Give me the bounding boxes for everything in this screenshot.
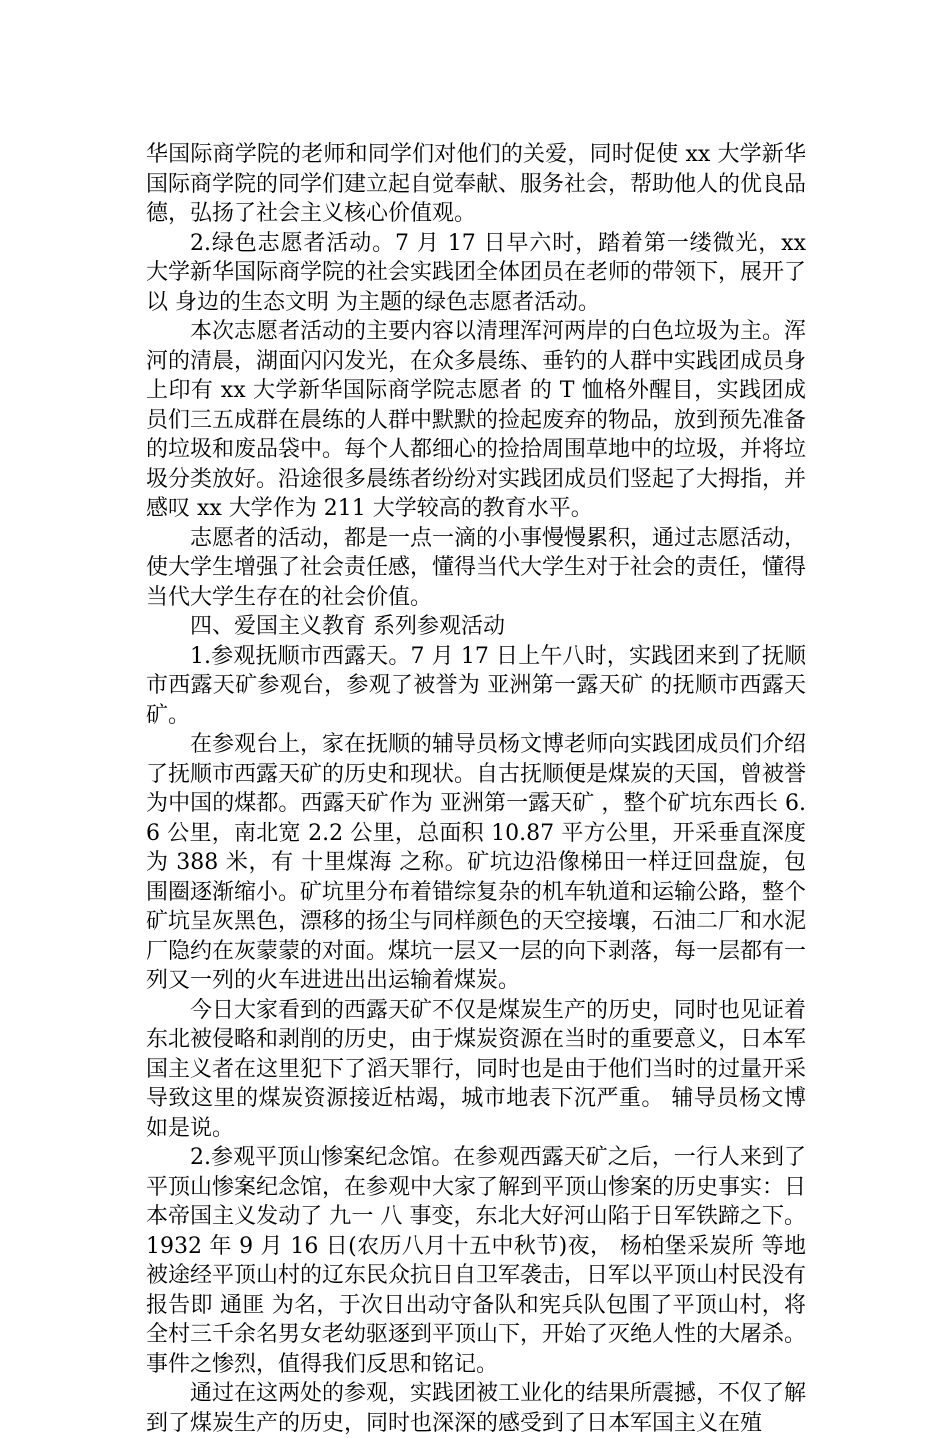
document-body xyxy=(146,140,806,1438)
paragraph-2: 2.绿色志愿者活动。7 月 17 日早六时，踏着第一缕微光，xx 大学新华国际商学院的社会实践团全体团员在老师的带领下，展开了以 身边的生态文明 为主题的绿色志愿者活动。 xyxy=(146,230,807,315)
paragraph-1: 华国际商学院的老师和同学们对他们的关爱，同时促使 xx 大学新华国际商学院的同学们建立起自觉奉献、服务社会，帮助他人的优良品德，弘扬了社会主义核心价值观。 xyxy=(146,142,807,226)
paragraph-9: 2.参观平顶山惨案纪念馆。在参观西露天矿之后，一行人来到了平顶山惨案纪念馆，在参观中大家了解到平顶山惨案的历史事实：日本帝国主义发动了 九一 八 事变，东北大好河山陷于日军铁蹄之下。1932 年 9 月 16 日(农历八月十五中秋节)夜， 杨柏堡采炭所 等地被途经平顶山村的辽东民众抗日自卫军袭击，日军以平顶山村民没有报告即 通匪 为名，于次日出动守备队和宪兵队包围了平顶山村，将全村三千余名男女老幼驱逐到平顶山下，开始了灭绝人性的大屠杀。事件之惨烈，值得我们反思和铭记。 xyxy=(146,1145,807,1377)
section-heading-4: 四、爱国主义教育 系列参观活动 xyxy=(190,614,505,639)
paragraph-8: 今日大家看到的西露天矿不仅是煤炭生产的历史，同时也见证着东北被侵略和剥削的历史，由于煤炭资源在当时的重要意义，日本军国主义者在这里犯下了滔天罪行，同时也是由于他们当时的过量开采导致这里的煤炭资源接近枯竭，城市地表下沉严重。 辅导员杨文博如是说。 xyxy=(146,997,807,1141)
paragraph-6: 1.参观抚顺市西露天。7 月 17 日上午八时，实践团来到了抚顺市西露天矿参观台，参观了被誉为 亚洲第一露天矿 的抚顺市西露天矿。 xyxy=(146,643,806,728)
paragraph-10: 通过在这两处的参观，实践团被工业化的结果所震撼，不仅了解到了煤炭生产的历史，同时也深深的感受到了日本军国主义在殖 xyxy=(146,1381,807,1436)
paragraph-4: 志愿者的活动，都是一点一滴的小事慢慢累积，通过志愿活动，使大学生增强了社会责任感，懂得当代大学生对于社会的责任，懂得当代大学生存在的社会价值。 xyxy=(146,525,807,610)
paragraph-7: 在参观台上，家在抚顺的辅导员杨文博老师向实践团成员们介绍了抚顺市西露天矿的历史和现状。自古抚顺便是煤炭的天国，曾被誉为中国的煤都。西露天矿作为 亚洲第一露天矿 ，整个矿坑东西长 6.6 公里，南北宽 2.2 公里，总面积 10.87 平方公里，开采垂直深度为 388 米，有 十里煤海 之称。矿坑边沿像梯田一样迂回盘旋，包围圈逐渐缩小。矿坑里分布着错综复杂的机车轨道和运输公路，整个矿坑呈灰黑色，漂移的扬尘与同样颜色的天空接壤，石油二厂和水泥厂隐约在灰蒙蒙的对面。煤坑一层又一层的向下剥落，每一层都有一列又一列的火车进进出出运输着煤炭。 xyxy=(146,732,807,993)
paragraph-3: 本次志愿者活动的主要内容以清理浑河两岸的白色垃圾为主。浑河的清晨，湖面闪闪发光，在众多晨练、垂钓的人群中实践团成员身上印有 xx 大学新华国际商学院志愿者 的 T 恤格外醒目，实践团成员们三五成群在晨练的人群中默默的捡起废弃的物品，放到预先准备的垃圾和废品袋中。每个人都细心的捡拾周围草地中的垃圾，并将垃圾分类放好。沿途很多晨练者纷纷对实践团成员们竖起了大拇指，并感叹 xx 大学作为 211 大学较高的教育水平。 xyxy=(146,319,807,521)
